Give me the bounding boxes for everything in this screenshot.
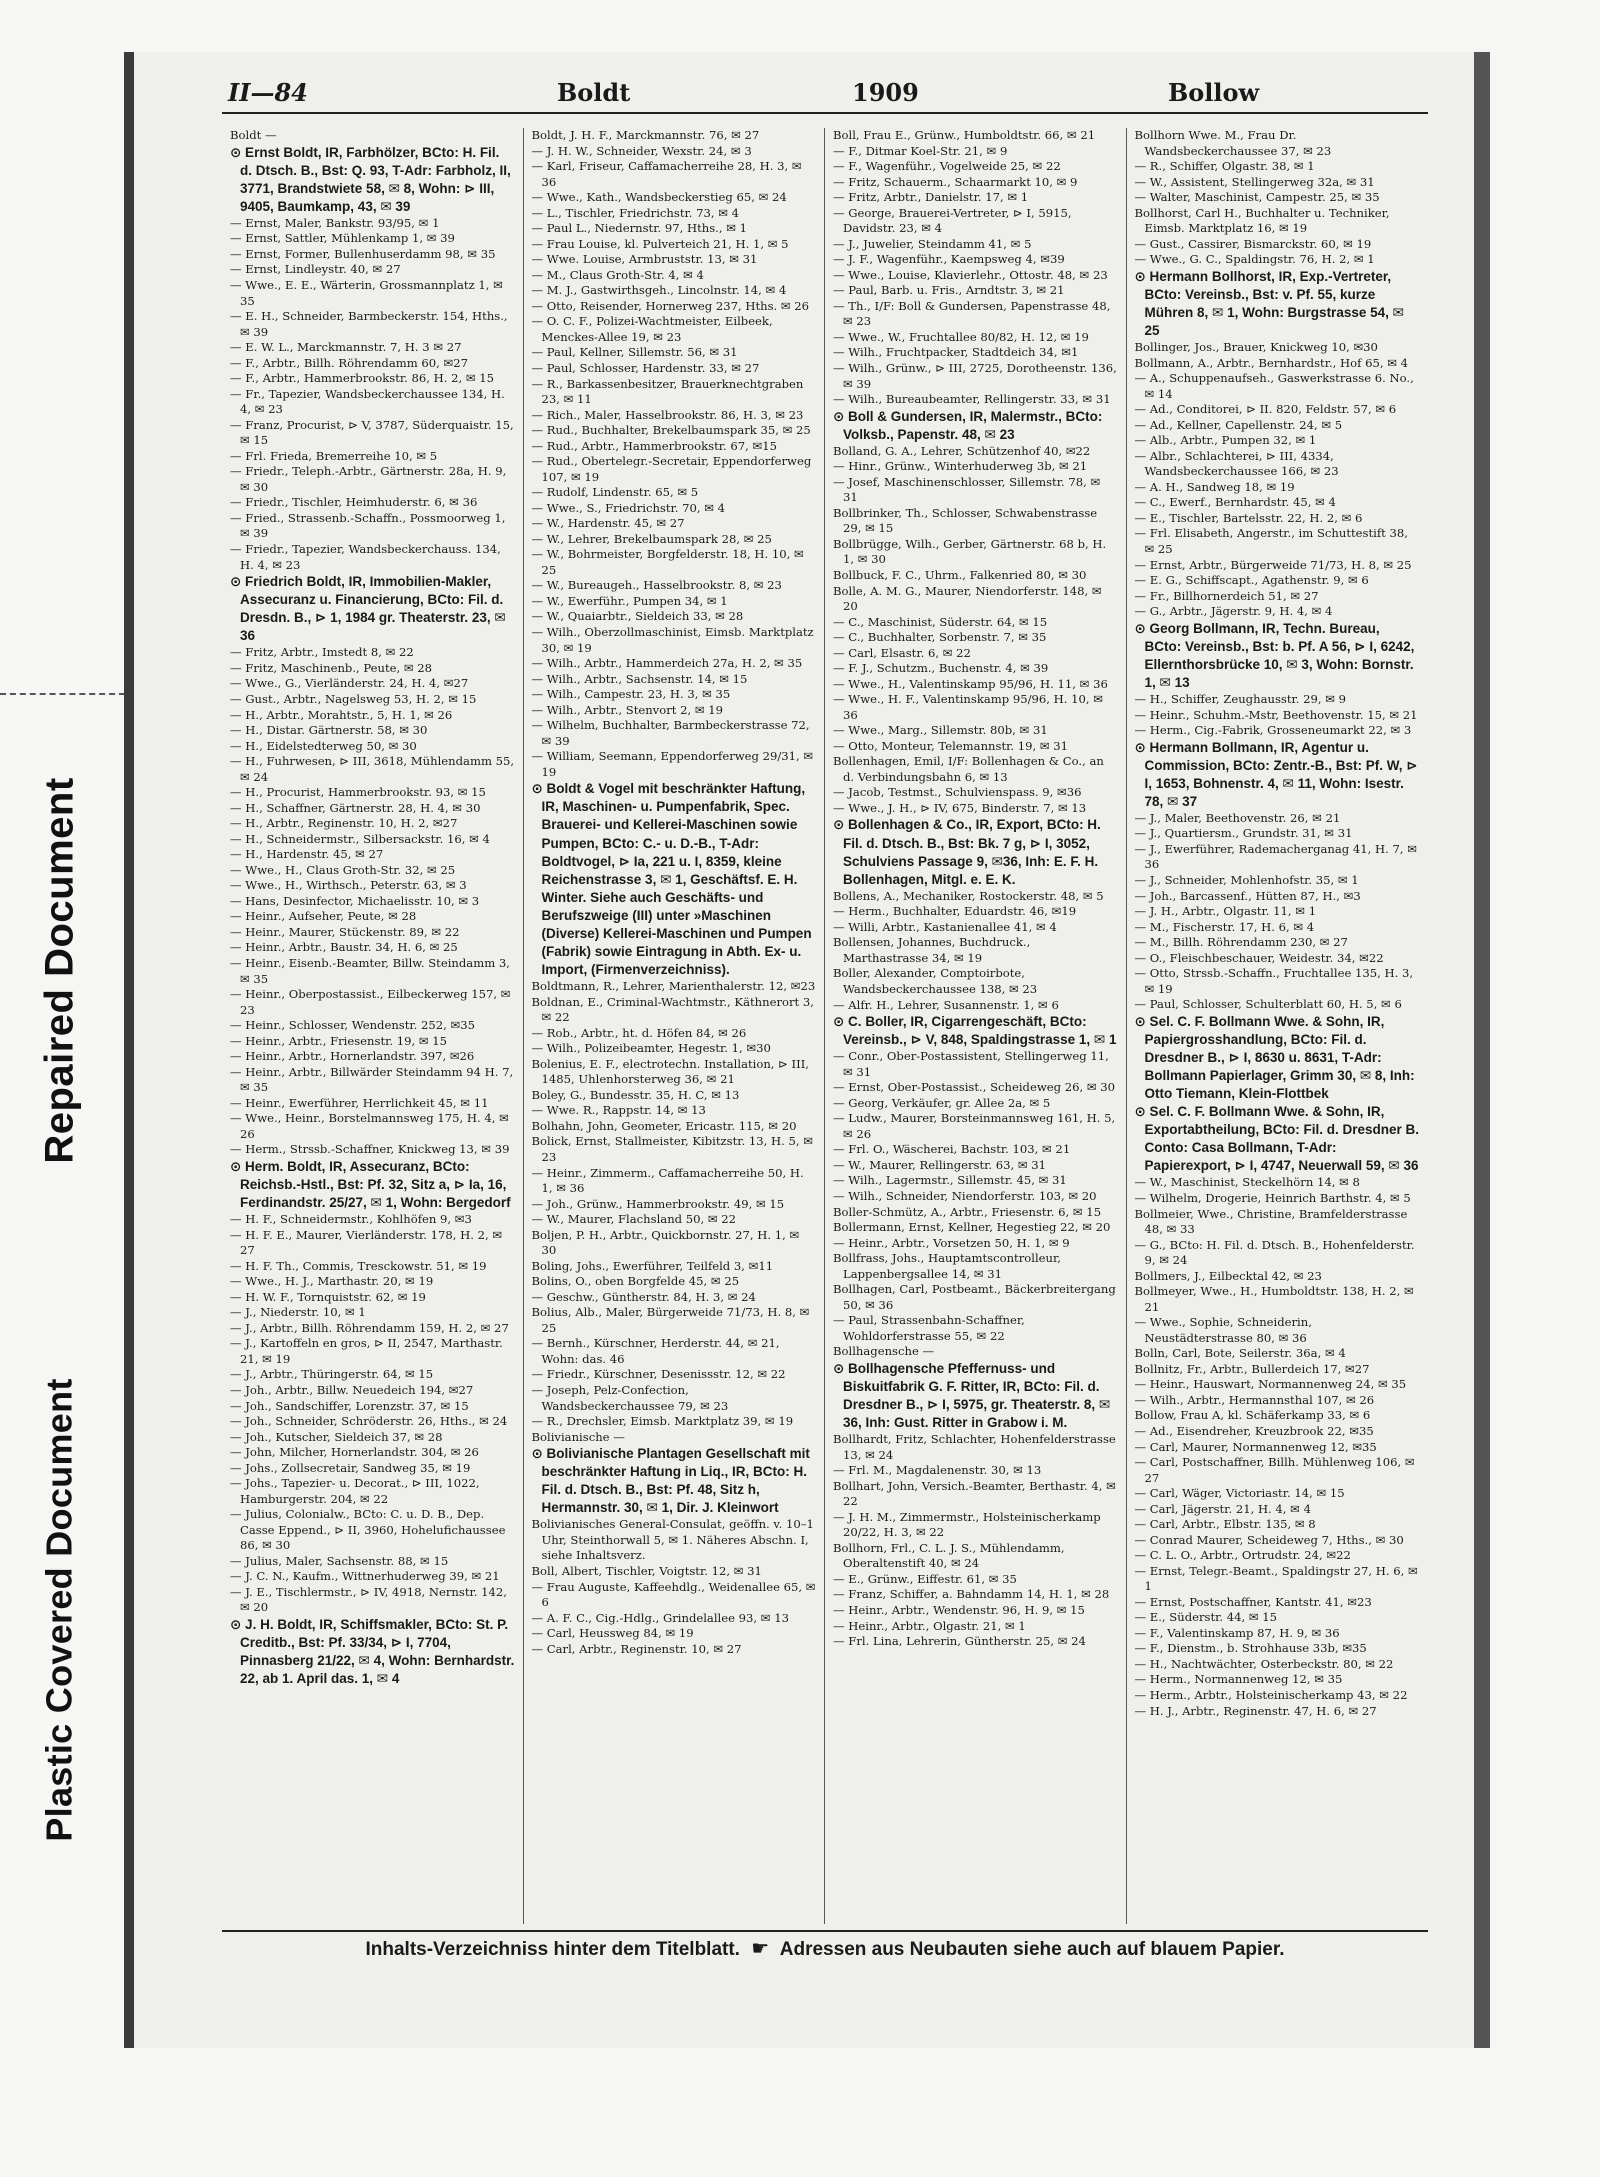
directory-entry: ⊙ Hermann Bollhorst, IR, Exp.-Vertreter, BCto: Vereinsb., Bst: v. Pf. 55, kurze Mühren 8, ✉ 1, Wohn: Burgstrasse 54, ✉ 25 [1134,268,1404,339]
directory-entry: — H. W. F., Tornquiststr. 62, ✉ 19 [230,1289,426,1304]
directory-entry: — H., Arbtr., Reginenstr. 10, H. 2, ✉27 [230,816,458,831]
directory-entry: Bollinger, Jos., Brauer, Knickweg 10, ✉30 [1134,340,1378,355]
directory-entry: Bollow, Frau A, kl. Schäferkamp 33, ✉ 6 [1134,1408,1371,1423]
directory-entry: — Ernst, Ober-Postassist., Scheideweg 26, ✉ 30 [833,1080,1116,1095]
directory-entry: — H. F. Th., Commis, Tresckowstr. 51, ✉ 19 [230,1258,487,1273]
directory-entry: — R., Drechsler, Eimsb. Marktplatz 39, ✉ 19 [531,1414,794,1429]
directory-entry: — E. H., Schneider, Barmbeckerstr. 154, Hths., ✉ 39 [230,309,508,339]
plastic-covered-text: Plastic Covered Document [39,1378,80,1842]
directory-entry: — Wilh., Oberzollmaschinist, Eimsb. Marktplatz 30, ✉ 19 [531,625,814,655]
directory-entry: — Heinr., Maurer, Stückenstr. 89, ✉ 22 [230,924,460,939]
directory-entry: — Johs., Zollsecretair, Sandweg 35, ✉ 19 [230,1460,471,1475]
header-year: 1909 [852,78,919,107]
directory-entry: — Herm., Strssb.-Schaffner, Knickweg 13, ✉ 39 [230,1142,510,1157]
directory-entry: — Fritz, Arbtr., Imstedt 8, ✉ 22 [230,645,414,660]
directory-entry: — Ernst, Telegr.-Beamt., Spaldingstr 27, H. 6, ✉ 1 [1134,1563,1418,1594]
directory-entry: Bollbuck, F. C., Uhrm., Falkenried 80, ✉ 30 [833,567,1087,582]
directory-entry: — F., Dienstm., b. Strohhause 33b, ✉35 [1134,1641,1367,1656]
directory-entry: — Wilh., Fruchtpacker, Stadtdeich 34, ✉1 [833,345,1079,360]
directory-entry: Bollhardt, Fritz, Schlachter, Hohenfelderstrasse 13, ✉ 24 [833,1432,1116,1462]
directory-entry: — J., Maler, Beethovenstr. 26, ✉ 21 [1134,810,1341,825]
directory-entry: — J., Arbtr., Thüringerstr. 64, ✉ 15 [230,1367,434,1382]
directory-entry: — Wilh., Arbtr., Stenvort 2, ✉ 19 [531,702,723,717]
directory-entry: — J., Ewerführer, Rademacherganag 41, H. 7, ✉ 36 [1134,841,1417,872]
directory-entry: — Heinr., Arbtr., Hornerlandstr. 397, ✉26 [230,1049,475,1064]
directory-entry: — Wwe., G. C., Spaldingstr. 76, H. 2, ✉ 1 [1134,252,1375,267]
directory-entry: — Joseph, Pelz-Confection, Wandsbeckerchaussee 79, ✉ 23 [531,1382,729,1413]
directory-entry: Bolln, Carl, Bote, Seilerstr. 36a, ✉ 4 [1134,1346,1346,1361]
directory-entry: — Johs., Tapezier- u. Decorat., ⊳ III, 1022, Hamburgerstr. 204, ✉ 22 [230,1476,480,1506]
directory-entry: — Ludw., Maurer, Borsteinmannsweg 161, H. 5, ✉ 26 [833,1111,1116,1141]
directory-entry: — Conrad Maurer, Scheideweg 7, Hths., ✉ 30 [1134,1532,1404,1547]
directory-entry: — Albr., Schlachterei, ⊳ III, 4334, Wandsbeckerchaussee 166, ✉ 23 [1134,448,1339,479]
directory-entry: — Gust., Arbtr., Nagelsweg 53, H. 2, ✉ 15 [230,691,477,706]
directory-entry: — Ernst, Arbtr., Bürgerweide 71/73, H. 8, ✉ 25 [1134,557,1412,572]
directory-entry: — Otto, Reisender, Hornerweg 237, Hths. ✉ 26 [531,298,810,313]
directory-entry: — Rudolf, Lindenstr. 65, ✉ 5 [531,485,699,500]
directory-entry: — Gust., Cassirer, Bismarckstr. 60, ✉ 19 [1134,236,1372,251]
directory-entry: — Wwe. Louise, Armbruststr. 13, ✉ 31 [531,252,758,267]
directory-entry: — Carl, Wäger, Victoriastr. 14, ✉ 15 [1134,1486,1345,1501]
directory-entry: — Wilh., Arbtr., Hammerdeich 27a, H. 2, ✉ 35 [531,656,803,671]
directory-entry: — E. G., Schiffscapt., Agathenstr. 9, ✉ 6 [1134,573,1369,588]
directory-entry: — Fr., Billhornerdeich 51, ✉ 27 [1134,588,1319,603]
directory-entry: — Ernst, Sattler, Mühlenkamp 1, ✉ 39 [230,231,455,246]
directory-entry: — Alb., Arbtr., Pumpen 32, ✉ 1 [1134,433,1317,448]
directory-entry: — Julius, Maler, Sachsenstr. 88, ✉ 15 [230,1553,449,1568]
directory-entry: — Rich., Maler, Hasselbrookstr. 86, H. 3, ✉ 23 [531,407,804,422]
directory-entry: — E., Grünw., Eiffestr. 61, ✉ 35 [833,1571,1017,1586]
directory-entry: — Carl, Postschaffner, Billh. Mühlenweg 106, ✉ 27 [1134,1455,1415,1485]
directory-entry: Bollnitz, Fr., Arbtr., Bullerdeich 17, ✉27 [1134,1361,1370,1376]
directory-entry: — Frl. O., Wäscherei, Bachstr. 103, ✉ 21 [833,1142,1071,1157]
directory-entry: — L., Tischler, Friedrichstr. 73, ✉ 4 [531,205,740,220]
directory-entry: — H., Distar. Gärtnerstr. 58, ✉ 30 [230,723,428,738]
directory-entry: — Wilhelm, Buchhalter, Barmbeckerstrasse 72, ✉ 39 [531,718,810,748]
directory-entry: — Joh., Grünw., Hammerbrookstr. 49, ✉ 15 [531,1196,785,1211]
directory-entry: Bollens, A., Mechaniker, Rostockerstr. 48, ✉ 5 [833,888,1104,903]
directory-entry: — W., Lehrer, Brekelbaumspark 28, ✉ 25 [531,531,772,546]
directory-entry: — Ernst, Lindleystr. 40, ✉ 27 [230,262,401,277]
directory-entry: — Otto, Strssb.-Schaffn., Fruchtallee 135, H. 3, ✉ 19 [1134,966,1414,996]
directory-entry: — Wilhelm, Drogerie, Heinrich Barthstr. 4, ✉ 5 [1134,1191,1411,1206]
directory-entry: — H. J., Arbtr., Reginenstr. 47, H. 6, ✉ 27 [1134,1703,1377,1718]
directory-entry: Bolhahn, John, Geometer, Ericastr. 115, ✉ 20 [531,1118,797,1133]
directory-entry: — Wilh., Polizeibeamter, Hegestr. 1, ✉30 [531,1041,771,1056]
directory-entry: — Hinr., Grünw., Winterhuderweg 3b, ✉ 21 [833,459,1088,474]
directory-entry: — Fried., Strassenb.-Schaffn., Possmoorweg 1, ✉ 39 [230,510,506,541]
directory-entry: Bollhagen, Carl, Postbeamt., Bäckerbreitergang 50, ✉ 36 [833,1282,1116,1312]
directory-column-4 [1127,128,1429,1924]
directory-entry: Bollhart, John, Versich.-Beamter, Berthastr. 4, ✉ 22 [833,1478,1116,1509]
directory-entry: — W., Bureaugeh., Hasselbrookstr. 8, ✉ 23 [531,578,782,593]
directory-entry: — W., Assistent, Stellingerweg 32a, ✉ 31 [1134,174,1375,189]
directory-entry: Bollbrügge, Wilh., Gerber, Gärtnerstr. 68 b, H. 1, ✉ 30 [833,536,1107,567]
header-first-name: Boldt [557,78,631,107]
directory-entry: — J. H., Arbtr., Olgastr. 11, ✉ 1 [1134,904,1317,919]
directory-entry: — Wwe., E. E., Wärterin, Grossmannplatz 1, ✉ 35 [230,277,503,308]
directory-entry: — Friedr., Teleph.-Arbtr., Gärtnerstr. 28a, H. 9, ✉ 30 [230,464,507,494]
directory-entry: Bolivianische — [531,1429,625,1444]
directory-entry: — Paul, Schlosser, Schulterblatt 60, H. 5, ✉ 6 [1134,997,1402,1012]
directory-entry: — E., Süderstr. 44, ✉ 15 [1134,1610,1278,1625]
directory-entry: Bolivianisches General-Consulat, geöffn. v. 10–1 Uhr, Steinthorwall 5, ✉ 1. Näheres Abschn. I, siehe Inhaltsverz. [531,1517,814,1563]
directory-entry: — Geschw., Güntherstr. 84, H. 3, ✉ 24 [531,1289,756,1304]
directory-entry: — Wwe., Heinr., Borstelmannsweg 175, H. 4, ✉ 26 [230,1111,509,1141]
directory-entry: — J. H. M., Zimmermstr., Holsteinischerkamp 20/22, H. 3, ✉ 22 [833,1509,1101,1540]
directory-entry: — Wilh., Lagermstr., Sillemstr. 45, ✉ 31 [833,1173,1067,1188]
directory-entry: — C., Ewerf., Bernhardstr. 45, ✉ 4 [1134,495,1336,510]
directory-entry: — Joh., Schneider, Schröderstr. 26, Hths., ✉ 24 [230,1414,508,1429]
directory-entry: — Bernh., Kürschner, Herderstr. 44, ✉ 21, Wohn: das. 46 [531,1336,780,1366]
directory-entry: — Heinr., Arbtr., Wendenstr. 96, H. 9, ✉ 15 [833,1602,1085,1617]
directory-entry: — Walter, Maschinist, Campestr. 25, ✉ 35 [1134,190,1380,205]
directory-entry: — A., Schuppenaufseh., Gaswerkstrasse 6. No., ✉ 14 [1134,371,1414,401]
directory-entry: — Ernst, Maler, Bankstr. 93/95, ✉ 1 [230,215,440,230]
directory-entry: — Wwe., H., Valentinskamp 95/96, H. 11, ✉ 36 [833,676,1108,691]
directory-entry: — Joh., Barcassenf., Hütten 87, H., ✉3 [1134,888,1361,903]
header-last-name: Bollow [1168,78,1260,107]
directory-entry: — Friedr., Kürschner, Desenissstr. 12, ✉ 22 [531,1367,786,1382]
directory-entry: Boller, Alexander, Comptoirbote, Wandsbeckerchaussee 138, ✉ 23 [833,966,1038,996]
footer-new-addresses-note: Adressen aus Neubauten siehe auch auf blauem Papier. [779,1939,1285,1960]
directory-entry: — Wwe., J. H., ⊳ IV, 675, Binderstr. 7, ✉ 13 [833,800,1087,815]
directory-entry: — Wwe., Louise, Klavierlehr., Ottostr. 48, ✉ 23 [833,267,1108,282]
page-footer [222,1930,1428,1966]
directory-entry: — Heinr., Schlosser, Wendenstr. 252, ✉35 [230,1018,476,1033]
directory-entry: — Frl. Elisabeth, Angerstr., im Schuttestift 38, ✉ 25 [1134,526,1408,556]
directory-entry: — Heinr., Arbtr., Olgastr. 21, ✉ 1 [833,1618,1026,1633]
directory-entry: — Ernst, Former, Bullenhuserdamm 98, ✉ 35 [230,246,496,261]
directory-entry: — H., Schaffner, Gärtnerstr. 28, H. 4, ✉ 30 [230,800,481,815]
directory-entry: — Wilh., Bureaubeamter, Rellingerstr. 33, ✉ 31 [833,392,1111,407]
directory-entry: — Frau Louise, kl. Pulverteich 21, H. 1, ✉ 5 [531,236,789,251]
directory-entry: — Wwe., Kath., Wandsbeckerstieg 65, ✉ 24 [531,190,787,205]
directory-entry: — Alfr. H., Lehrer, Susannenstr. 1, ✉ 6 [833,997,1059,1012]
running-header [222,78,1428,114]
directory-entry: — Rob., Arbtr., ht. d. Höfen 84, ✉ 26 [531,1025,747,1040]
directory-entry: — Hans, Desinfector, Michaelisstr. 10, ✉ 3 [230,893,480,908]
directory-entry: — F., Wagenführ., Vogelweide 25, ✉ 22 [833,159,1061,174]
directory-entry: — J., Quartiersm., Grundstr. 31, ✉ 31 [1134,826,1353,841]
directory-entry: — J. F., Wagenführ., Kaempsweg 4, ✉39 [833,252,1065,267]
directory-entry: Boller-Schmütz, A., Arbtr., Friesenstr. 6, ✉ 15 [833,1204,1102,1219]
directory-entry: — J., Kartoffeln en gros, ⊳ II, 2547, Marthastr. 21, ✉ 19 [230,1336,503,1366]
directory-entry: — F. J., Schutzm., Buchenstr. 4, ✉ 39 [833,661,1049,676]
directory-entry: Bolick, Ernst, Stallmeister, Kibitzstr. 13, H. 5, ✉ 23 [531,1134,813,1165]
directory-entry: — Otto, Monteur, Telemannstr. 19, ✉ 31 [833,738,1069,753]
directory-entry: — Wwe., H., Wirthsch., Peterstr. 63, ✉ 3 [230,878,467,893]
directory-entry: — Heinr., Zimmerm., Caffamacherreihe 50, H. 1, ✉ 36 [531,1165,804,1196]
directory-entry: — Friedr., Tapezier, Wandsbeckerchauss. 134, H. 4, ✉ 23 [230,542,501,572]
directory-entry: Bolins, O., oben Borgfelde 45, ✉ 25 [531,1274,740,1289]
directory-entry: — George, Brauerei-Vertreter, ⊳ I, 5915, Davidstr. 23, ✉ 4 [833,205,1072,236]
directory-entry: ⊙ Bollhagensche Pfeffernuss- und Biskuitfabrik G. F. Ritter, IR, BCto: Fil. d. Dresdner B., ⊳ I, 5975, gr. Theaterstr. 8, ✉ 36, Inh: Gust. Ritter in Grabow i. M. [833,1360,1111,1431]
directory-entry: — J., Niederstr. 10, ✉ 1 [230,1305,366,1320]
directory-entry: — Paul, Barb. u. Fris., Arndtstr. 3, ✉ 21 [833,283,1065,298]
directory-entry: — Wwe., S., Friedrichstr. 70, ✉ 4 [531,500,726,515]
directory-entry: — Herm., Buchhalter, Eduardstr. 46, ✉19 [833,904,1077,919]
plastic-covered-label [0,1250,120,1970]
directory-entry: — Joh., Sandschiffer, Lorenzstr. 37, ✉ 15 [230,1398,469,1413]
directory-entry: Boley, G., Bundesstr. 35, H. C, ✉ 13 [531,1087,740,1102]
directory-entry: — Heinr., Oberpostassist., Eilbeckerweg 157, ✉ 23 [230,987,511,1017]
directory-entry: — M., Billh. Röhrendamm 230, ✉ 27 [1134,935,1348,950]
repaired-document-label [0,690,120,1250]
directory-entry: — J. C. N., Kaufm., Wittnerhuderweg 39, ✉ 21 [230,1569,500,1584]
directory-entry: — Carl, Heussweg 84, ✉ 19 [531,1626,694,1641]
directory-entry: ⊙ Boll & Gundersen, IR, Malermstr., BCto: Volksb., Papenstr. 48, ✉ 23 [833,408,1103,442]
directory-entry: — H., Hardenstr. 45, ✉ 27 [230,847,384,862]
directory-entry: — Joh., Arbtr., Billw. Neuedeich 194, ✉27 [230,1382,474,1397]
directory-entry: ⊙ Sel. C. F. Bollmann Wwe. & Sohn, IR, Exportabtheilung, BCto: Fil. d. Dresdner B. Conto: Casa Bollmann, T-Adr: Papierexport, ⊳ I, 4747, Neuerwall 59, ✉ 36 [1134,1104,1420,1174]
directory-entry: — Ad., Conditorei, ⊳ II. 820, Feldstr. 57, ✉ 6 [1134,402,1397,417]
directory-entry: Bolle, A. M. G., Maurer, Niendorferstr. 148, ✉ 20 [833,583,1102,614]
directory-entry: Boll, Frau E., Grünw., Humboldtstr. 66, ✉ 21 [833,128,1096,142]
directory-entry: Bollfrass, Johs., Hauptamtscontrolleur, Lappenbergsallee 14, ✉ 31 [833,1251,1061,1281]
directory-entry: — Ad., Eisendreher, Kreuzbrook 22, ✉35 [1134,1423,1374,1438]
directory-entry: Boling, Johs., Ewerführer, Teilfeld 3, ✉11 [531,1258,774,1273]
directory-entry: ⊙ Georg Bollmann, IR, Techn. Bureau, BCto: Vereinsb., Bst: b. Pf. A 56, ⊳ I, 6242, Ellernthorsbrücke 10, ✉ 3, Wohn: Bornstr. 1, ✉ 13 [1134,620,1415,690]
directory-entry: — F., Arbtr., Hammerbrookstr. 86, H. 2, ✉ 15 [230,371,495,386]
directory-entry: — Frl. Frieda, Bremerreihe 10, ✉ 5 [230,448,438,463]
directory-entry: — Fritz, Schauerm., Schaarmarkt 10, ✉ 9 [833,174,1078,189]
directory-entry: — Herm., Arbtr., Holsteinischerkamp 43, ✉ 22 [1134,1688,1408,1703]
directory-entry: — F., Valentinskamp 87, H. 9, ✉ 36 [1134,1625,1340,1640]
directory-entry: — Frau Auguste, Kaffeehdlg., Weidenallee 65, ✉ 6 [531,1579,816,1610]
directory-entry: — A. F. C., Cig.-Hdlg., Grindelallee 93, ✉ 13 [531,1610,789,1625]
directory-entry: — F., Arbtr., Billh. Röhrendamm 60, ✉27 [230,355,469,370]
directory-entry: — Fritz, Arbtr., Danielstr. 17, ✉ 1 [833,190,1029,205]
directory-entry: — Carl, Elsastr. 6, ✉ 22 [833,645,971,660]
directory-entry: — A. H., Sandweg 18, ✉ 19 [1134,479,1295,494]
directory-entry: — H., Nachtwächter, Osterbeckstr. 80, ✉ 22 [1134,1656,1394,1671]
directory-entry: — H., Arbtr., Morahtstr., 5, H. 1, ✉ 26 [230,707,453,722]
directory-entry: Boldt — [230,128,277,142]
directory-entry: Bollensen, Johannes, Buchdruck., Marthastrasse 34, ✉ 19 [833,935,1031,965]
directory-entry: — Wwe., Sophie, Schneiderin, Neustädterstrasse 80, ✉ 36 [1134,1315,1312,1345]
directory-entry: — H., Schneidermstr., Silbersackstr. 16, ✉ 4 [230,831,490,846]
directory-entry: — M., Fischerstr. 17, H. 6, ✉ 4 [1134,919,1315,934]
directory-entry: — Rud., Obertelegr.-Secretair, Eppendorferweg 107, ✉ 19 [531,454,812,484]
directory-entry: — J. H. W., Schneider, Wexstr. 24, ✉ 3 [531,143,752,158]
directory-entry: — R., Barkassenbesitzer, Brauerknechtgraben 23, ✉ 11 [531,376,804,407]
directory-entry: — Karl, Friseur, Caffamacherreihe 28, H. 3, ✉ 36 [531,159,802,189]
directory-entry: ⊙ Boldt & Vogel mit beschränkter Haftung, IR, Maschinen- u. Pumpenfabrik, Spec. Brauerei- und Kellerei-Maschinen sowie Pumpen, BCto: C.- u. D.-B., T-Adr: Boldtvogel, ⊳ Ia, 221 u. I, 8359, kleine Reichenstrasse 3, ✉ 1, Geschäftsf. E. H. Winter. Siehe auch Geschäfts- und Berufszweige (III) unter »Maschinen (Diverse) Kellerei-Maschinen und Pumpen (Fabrik) sowie Eintragung in Abth. Ex- u. Import, (Firmenverzeichniss). [531,781,812,978]
directory-entry: Bollenhagen, Emil, I/F: Bollenhagen & Co., an d. Verbindungsbahn 6, ✉ 13 [833,754,1104,784]
directory-column-3 [825,128,1127,1924]
directory-entry: — W., Maurer, Flachsland 50, ✉ 22 [531,1212,737,1227]
directory-entry: — Paul, Kellner, Sillemstr. 56, ✉ 31 [531,345,738,360]
directory-entry: Bollhorn, Frl., C. L. J. S., Mühlendamm, Oberaltenstift 40, ✉ 24 [833,1540,1065,1571]
directory-entry: — Georg, Verkäufer, gr. Allee 2a, ✉ 5 [833,1095,1051,1110]
directory-entry: — J. E., Tischlermstr., ⊳ IV, 4918, Nernstr. 142, ✉ 20 [230,1584,507,1615]
directory-entry: Bolius, Alb., Maler, Bürgerweide 71/73, H. 8, ✉ 25 [531,1305,810,1335]
page-number: II—84 [228,78,308,107]
directory-entry: — Wilh., Arbtr., Sachsenstr. 14, ✉ 15 [531,671,748,686]
directory-entry: — Carl, Arbtr., Elbstr. 135, ✉ 8 [1134,1517,1316,1532]
directory-entry: — G., Arbtr., Jägerstr. 9, H. 4, ✉ 4 [1134,604,1333,619]
directory-entry: Bollmann, A., Arbtr., Bernhardstr., Hof 65, ✉ 4 [1134,355,1409,370]
directory-entry: — Ernst, Postschaffner, Kantstr. 41, ✉23 [1134,1594,1372,1609]
directory-entry: — Heinr., Hauswart, Normannenweg 24, ✉ 35 [1134,1377,1407,1392]
directory-entry: — C., Maschinist, Süderstr. 64, ✉ 15 [833,614,1048,629]
directory-entry: Boljen, P. H., Arbtr., Quickbornstr. 27, H. 1, ✉ 30 [531,1227,800,1258]
directory-entry: ⊙ Friedrich Boldt, IR, Immobilien-Makler, Assecuranz u. Financierung, BCto: Fil. d. Dresdn. B., ⊳ 1, 1984 gr. Theaterstr. 23, ✉ 36 [230,574,506,644]
directory-entry: — Heinr., Eisenb.-Beamter, Billw. Steindamm 3, ✉ 35 [230,956,510,986]
directory-entry: — Wwe., H., Claus Groth-Str. 32, ✉ 25 [230,862,456,877]
directory-entry: — Heinr., Arbtr., Billwärder Steindamm 94 H. 7, ✉ 35 [230,1064,514,1095]
directory-columns [222,128,1428,1924]
directory-entry: — J., Arbtr., Billh. Röhrendamm 159, H. 2, ✉ 27 [230,1320,509,1335]
directory-entry: — Th., I/F: Boll & Gundersen, Papenstrasse 48, ✉ 23 [833,298,1111,329]
directory-entry: — Ad., Kellner, Capellenstr. 24, ✉ 5 [1134,417,1343,432]
directory-column-1 [222,128,524,1924]
directory-entry: ⊙ J. H. Boldt, IR, Schiffsmakler, BCto: St. P. Creditb., Bst: Pf. 33/34, ⊳ I, 7704, Pinnasberg 21/22, ✉ 4, Wohn: Bernhardstr. 22, ab 1. April das. 1, ✉ 4 [230,1616,515,1687]
directory-entry: Boldnan, E., Criminal-Wachtmstr., Käthnerort 3, ✉ 22 [531,994,814,1025]
directory-entry: — William, Seemann, Eppendorferweg 29/31, ✉ 19 [531,749,814,779]
directory-entry: — Julius, Colonialw., BCto: C. u. D. B., Dep. Casse Eppend., ⊳ II, 3960, Hohelufichaussee 86, ✉ 30 [230,1507,506,1553]
directory-entry: — Wwe., W., Fruchtallee 80/82, H. 12, ✉ 19 [833,329,1089,344]
pointing-hand-icon: ☛ [751,1938,770,1960]
directory-entry: — Joh., Kutscher, Sieldeich 37, ✉ 28 [230,1429,443,1444]
directory-entry: — Paul L., Niedernstr. 97, Hths., ✉ 1 [531,221,747,236]
directory-entry: — Rud., Buchhalter, Brekelbaumspark 35, ✉ 25 [531,423,811,438]
directory-entry: — H. F., Schneidermstr., Kohlhöfen 9, ✉3 [230,1212,472,1227]
directory-entry: — H., Procurist, Hammerbrookstr. 93, ✉ 15 [230,785,486,800]
directory-entry: — Friedr., Tischler, Heimhuderstr. 6, ✉ 36 [230,495,478,510]
directory-entry: — Wwe. R., Rappstr. 14, ✉ 13 [531,1103,706,1118]
directory-entry: — Heinr., Arbtr., Baustr. 34, H. 6, ✉ 25 [230,940,458,955]
directory-entry: — G., BCto: H. Fil. d. Dtsch. B., Hohenfelderstr. 9, ✉ 24 [1134,1237,1415,1268]
directory-entry: — Willi, Arbtr., Kastanienallee 41, ✉ 4 [833,919,1057,934]
directory-entry: — M. J., Gastwirthsgeh., Lincolnstr. 14, ✉ 4 [531,283,787,298]
directory-entry: Bollmers, J., Eilbecktal 42, ✉ 23 [1134,1268,1322,1283]
directory-entry: — Heinr., Aufseher, Peute, ✉ 28 [230,909,417,924]
directory-entry: — Carl, Maurer, Normannenweg 12, ✉35 [1134,1439,1377,1454]
directory-entry: — J., Schneider, Mohlenhofstr. 35, ✉ 1 [1134,873,1359,887]
directory-entry: — Frl. Lina, Lehrerin, Güntherstr. 25, ✉ 24 [833,1634,1086,1649]
directory-entry: Bolenius, E. F., electrotechn. Installation, ⊳ III, 1485, Uhlenhorsterweg 36, ✉ 21 [531,1056,809,1087]
directory-entry: — Heinr., Schuhm.-Mstr, Beethovenstr. 15, ✉ 21 [1134,707,1418,722]
directory-entry: — H., Schiffer, Zeughausstr. 29, ✉ 9 [1134,691,1347,706]
directory-entry: — W., Maurer, Rellingerstr. 63, ✉ 31 [833,1157,1047,1172]
directory-entry: — W., Maschinist, Steckelhörn 14, ✉ 8 [1134,1175,1360,1190]
directory-entry: — H., Fuhrwesen, ⊳ III, 3618, Mühlendamm 55, ✉ 24 [230,754,515,784]
directory-entry: ⊙ C. Boller, IR, Cigarrengeschäft, BCto: Vereinsb., ⊳ V, 848, Spaldingstrasse 1, ✉ 1 [833,1014,1117,1048]
directory-entry: — Wwe., H. F., Valentinskamp 95/96, H. 10, ✉ 36 [833,692,1103,722]
directory-column-2 [524,128,826,1924]
directory-entry: — Wilh., Campestr. 23, H. 3, ✉ 35 [531,687,731,702]
directory-entry: — E., Tischler, Bartelsstr. 22, H. 2, ✉ 6 [1134,510,1363,525]
directory-entry: — Heinr., Arbtr., Vorsetzen 50, H. 1, ✉ 9 [833,1235,1070,1250]
directory-entry: — W., Bohrmeister, Borgfelderstr. 18, H. 10, ✉ 25 [531,547,804,577]
directory-entry: Boll, Albert, Tischler, Voigtstr. 12, ✉ 31 [531,1564,762,1579]
directory-entry: — W., Ewerführ., Pumpen 34, ✉ 1 [531,593,728,608]
directory-entry: — Wwe., Marg., Sillemstr. 80b, ✉ 31 [833,723,1048,738]
directory-entry: ⊙ Sel. C. F. Bollmann Wwe. & Sohn, IR, Papiergrosshandlung, BCto: Fil. d. Dresdner B., ⊳ I, 8630 u. 8631, T-Adr: Bollmann Papierlager, Grimm 30, ✉ 8, Inh: Otto Tiemann, Klein-Flottbek [1134,1013,1415,1102]
directory-entry: — H., Eidelstedterweg 50, ✉ 30 [230,738,417,753]
directory-entry: — Frl. M., Magdalenenstr. 30, ✉ 13 [833,1463,1042,1478]
directory-entry: — Carl, Arbtr., Reginenstr. 10, ✉ 27 [531,1641,742,1656]
directory-entry: — Heinr., Arbtr., Friesenstr. 19, ✉ 15 [230,1033,448,1048]
footer-index-note: Inhalts-Verzeichniss hinter dem Titelblatt. [365,1939,740,1960]
directory-entry: — M., Claus Groth-Str. 4, ✉ 4 [531,267,704,282]
directory-entry: — J., Juwelier, Steindamm 41, ✉ 5 [833,236,1032,251]
directory-entry: — Franz, Schiffer, a. Bahndamm 14, H. 1, ✉ 28 [833,1587,1110,1602]
directory-entry: Bolland, G. A., Lehrer, Schützenhof 40, ✉22 [833,443,1091,458]
directory-entry: — Carl, Jägerstr. 21, H. 4, ✉ 4 [1134,1501,1311,1516]
directory-entry: — Heinr., Ewerführer, Herrlichkeit 45, ✉ 11 [230,1095,489,1110]
directory-entry: Bollmeier, Wwe., Christine, Bramfelderstrasse 48, ✉ 33 [1134,1206,1408,1237]
directory-entry: — O., Fleischbeschauer, Weidestr. 34, ✉22 [1134,950,1384,965]
directory-entry: — Jacob, Testmst., Schulvienspass. 9, ✉36 [833,785,1082,800]
directory-entry: — Wilh., Schneider, Niendorferstr. 103, ✉ 20 [833,1188,1097,1203]
directory-entry: — Wilh., Grünw., ⊳ III, 2725, Dorotheenstr. 136, ✉ 39 [833,360,1117,391]
directory-entry: — Wilh., Arbtr., Hermannsthal 107, ✉ 26 [1134,1392,1375,1407]
directory-entry: ⊙ Herm. Boldt, IR, Assecuranz, BCto: Reichsb.-Hstl., Bst: Pf. 32, Sitz a, ⊳ Ia, 16, Ferdinandstr. 25/27, ✉ 1, Wohn: Bergedorf [230,1158,511,1211]
directory-entry: — Herm., Normannenweg 12, ✉ 35 [1134,1672,1343,1687]
directory-entry: — Rud., Arbtr., Hammerbrookstr. 67, ✉15 [531,438,777,453]
directory-entry: — Wwe., G., Vierländerstr. 24, H. 4, ✉27 [230,676,469,691]
directory-entry: — Fritz, Maschinenb., Peute, ✉ 28 [230,660,433,675]
directory-entry: ⊙ Ernst Boldt, IR, Farbhölzer, BCto: H. Fil. d. Dtsch. B., Bst: Q. 93, T-Adr: Farbholz, II, 3771, Brandstwiete 58, ✉ 8, Wohn: ⊳ III, 9405, Baumkamp, 43, ✉ 39 [230,144,511,214]
directory-entry: — H. F. E., Maurer, Vierländerstr. 178, H. 2, ✉ 27 [230,1227,503,1258]
directory-entry: — F., Ditmar Koel-Str. 21, ✉ 9 [833,143,1008,158]
directory-entry: ⊙ Bolivianische Plantagen Gesellschaft mit beschränkter Haftung in Liq., IR, BCto: H. Fil. d. Dtsch. B., Bst: Pf. 48, Sitz h, Hermannstr. 30, ✉ 1, Dir. J. Kleinwort [531,1446,810,1516]
directory-entry: ⊙ Bollenhagen & Co., IR, Export, BCto: H. Fil. d. Dtsch. B., Bst: Bk. 7 g, ⊳ I, 3052, Schulviens Passage 9, ✉36, Inh: E. F. H. Bollenhagen, Mitgl. e. E. K. [833,817,1101,887]
directory-entry: — Fr., Tapezier, Wandsbeckerchaussee 134, H. 4, ✉ 23 [230,386,505,417]
directory-entry: — R., Schiffer, Olgastr. 38, ✉ 1 [1134,159,1315,174]
directory-entry: Bollbrinker, Th., Schlosser, Schwabenstrasse 29, ✉ 15 [833,505,1098,536]
directory-entry: Bollmeyer, Wwe., H., Humboldtstr. 138, H. 2, ✉ 21 [1134,1284,1414,1314]
directory-entry: — C. L. O., Arbtr., Ortrudstr. 24, ✉22 [1134,1548,1351,1563]
directory-entry: — Paul, Strassenbahn-Schaffner, Wohldorferstrasse 55, ✉ 22 [833,1313,1025,1343]
directory-entry: Boldt, J. H. F., Marckmannstr. 76, ✉ 27 [531,128,760,142]
directory-entry: Bollhorn Wwe. M., Frau Dr. Wandsbeckerchaussee 37, ✉ 23 [1134,128,1332,158]
directory-entry: — Herm., Cig.-Fabrik, Grosseneumarkt 22, ✉ 3 [1134,723,1412,738]
directory-entry: — Wwe., H. J., Marthastr. 20, ✉ 19 [230,1274,434,1289]
directory-entry: — Paul, Schlosser, Hardenstr. 33, ✉ 27 [531,360,760,375]
directory-entry: Boldtmann, R., Lehrer, Marienthalerstr. 12, ✉23 [531,979,816,994]
directory-entry: — W., Hardenstr. 45, ✉ 27 [531,516,685,531]
directory-entry: — Conr., Ober-Postassistent, Stellingerweg 11, ✉ 31 [833,1049,1109,1079]
directory-entry: — W., Quaiarbtr., Sieldeich 33, ✉ 28 [531,609,744,624]
directory-entry: — C., Buchhalter, Sorbenstr. 7, ✉ 35 [833,630,1047,645]
directory-entry: — Josef, Maschinenschlosser, Sillemstr. 78, ✉ 31 [833,474,1101,505]
directory-entry: Bollhagensche — [833,1344,935,1359]
repaired-document-text: Repaired Document [37,776,82,1164]
directory-entry: ⊙ Hermann Bollmann, IR, Agentur u. Commission, BCto: Zentr.-B., Bst: Pf. W, ⊳ I, 1653, Bohnenstr. 4, ✉ 11, Wohn: Isestr. 78, ✉ 37 [1134,739,1418,809]
directory-entry: — Franz, Procurist, ⊳ V, 3787, Süderquaistr. 15, ✉ 15 [230,417,514,448]
directory-entry: Bollermann, Ernst, Kellner, Hegestieg 22, ✉ 20 [833,1220,1111,1235]
directory-entry: Bollhorst, Carl H., Buchhalter u. Techniker, Eimsb. Marktplatz 16, ✉ 19 [1134,205,1390,236]
directory-entry: — O. C. F., Polizei-Wachtmeister, Eilbeek, Menckes-Allee 19, ✉ 23 [531,314,773,344]
directory-entry: — E. W. L., Marckmannstr. 7, H. 3 ✉ 27 [230,340,462,355]
directory-entry: — John, Milcher, Hornerlandstr. 304, ✉ 26 [230,1445,479,1460]
